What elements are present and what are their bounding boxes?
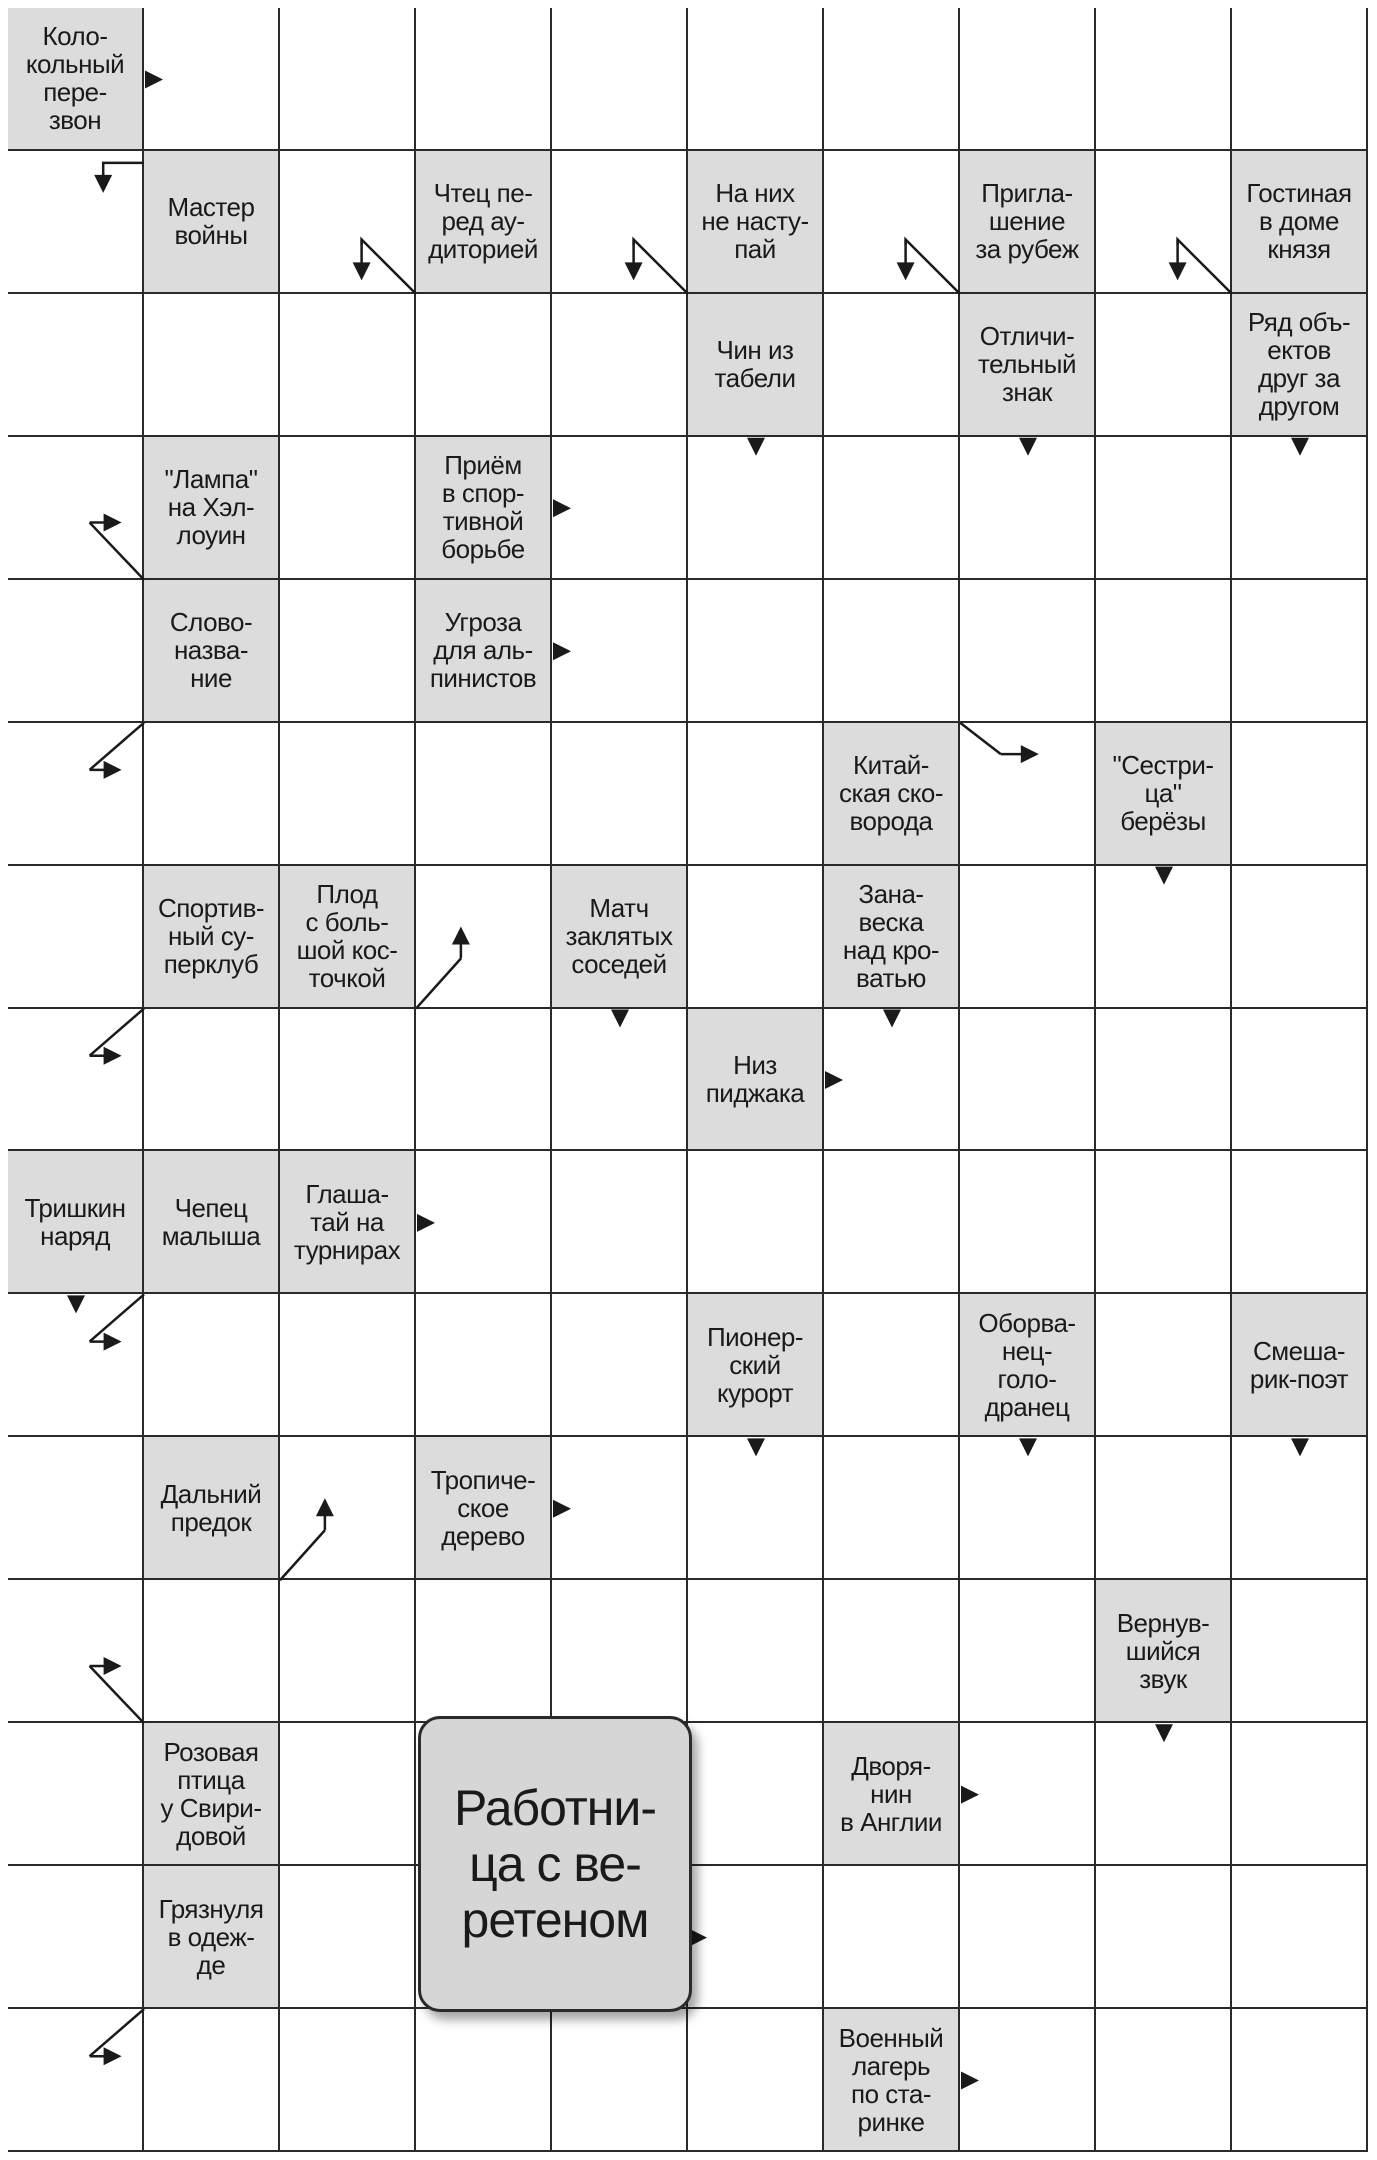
answer-cell[interactable] xyxy=(144,723,280,866)
clue-cell xyxy=(1096,1580,1232,1723)
puzzle-title-card xyxy=(418,1716,692,2012)
clue-text: Военный лагерь по ста- ринке xyxy=(838,2022,944,2137)
clue-cell xyxy=(824,1723,960,1866)
answer-cell[interactable] xyxy=(8,1437,144,1580)
answer-cell[interactable] xyxy=(960,866,1096,1009)
clue-text: Глаша- тай на турнирах xyxy=(293,1178,401,1265)
answer-cell[interactable] xyxy=(552,723,688,866)
answer-cell[interactable] xyxy=(824,8,960,151)
clue-text: Китай- ская ско- ворода xyxy=(839,750,943,837)
answer-cell[interactable] xyxy=(280,437,416,580)
answer-cell[interactable] xyxy=(8,580,144,723)
answer-cell[interactable] xyxy=(8,151,144,294)
clue-text: Вернув- шийся звук xyxy=(1116,1607,1210,1694)
clue-cell xyxy=(144,866,280,1009)
answer-cell[interactable] xyxy=(960,2009,1096,2152)
answer-cell[interactable] xyxy=(416,723,552,866)
answer-cell[interactable] xyxy=(688,8,824,151)
answer-cell[interactable] xyxy=(960,1866,1096,2009)
answer-cell[interactable] xyxy=(280,1437,416,1580)
answer-cell[interactable] xyxy=(824,1580,960,1723)
answer-cell[interactable] xyxy=(280,8,416,151)
clue-text: Дальний предок xyxy=(160,1478,262,1537)
clue-text: Розовая птица у Свири- довой xyxy=(160,1736,262,1851)
clue-cell xyxy=(824,723,960,866)
clue-text: Пригла- шение за рубеж xyxy=(975,178,1079,265)
answer-cell[interactable] xyxy=(416,294,552,437)
clue-text: Отличи- тельный знак xyxy=(978,321,1076,408)
answer-cell[interactable] xyxy=(960,1151,1096,1294)
answer-cell[interactable] xyxy=(688,866,824,1009)
clue-cell xyxy=(144,1723,280,1866)
answer-cell[interactable] xyxy=(1096,2009,1232,2152)
answer-cell[interactable] xyxy=(8,294,144,437)
answer-cell[interactable] xyxy=(1232,2009,1368,2152)
answer-cell[interactable] xyxy=(280,723,416,866)
answer-cell[interactable] xyxy=(824,580,960,723)
answer-cell[interactable] xyxy=(416,1580,552,1723)
clue-text: Плод с боль- шой кос- точкой xyxy=(296,879,398,994)
answer-cell[interactable] xyxy=(824,1437,960,1580)
answer-cell[interactable] xyxy=(8,866,144,1009)
answer-cell[interactable] xyxy=(1232,1580,1368,1723)
answer-cell[interactable] xyxy=(960,1437,1096,1580)
answer-cell[interactable] xyxy=(688,1580,824,1723)
answer-cell[interactable] xyxy=(824,1866,960,2009)
answer-cell[interactable] xyxy=(552,8,688,151)
clue-cell xyxy=(416,151,552,294)
clue-text: Чин из табели xyxy=(714,335,796,394)
clue-text: Чепец малыша xyxy=(161,1192,261,1251)
answer-cell[interactable] xyxy=(1232,866,1368,1009)
answer-cell[interactable] xyxy=(688,580,824,723)
clue-text: Коло- кольный пере- звон xyxy=(25,21,125,136)
answer-cell[interactable] xyxy=(824,1151,960,1294)
answer-cell[interactable] xyxy=(8,437,144,580)
answer-cell[interactable] xyxy=(1232,1151,1368,1294)
answer-cell[interactable] xyxy=(280,1723,416,1866)
clue-text: "Сестри- ца" берёзы xyxy=(1112,750,1214,837)
answer-cell[interactable] xyxy=(552,437,688,580)
answer-cell[interactable] xyxy=(280,294,416,437)
clue-text: Ряд объ- ектов друг за другом xyxy=(1247,307,1351,422)
clue-cell xyxy=(1096,723,1232,866)
clue-cell xyxy=(144,437,280,580)
answer-cell[interactable] xyxy=(552,1294,688,1437)
answer-cell[interactable] xyxy=(960,8,1096,151)
clue-text: Чтец пе- ред ау- диторией xyxy=(428,178,538,265)
clue-text: Гостиная в доме князя xyxy=(1246,178,1352,265)
answer-cell[interactable] xyxy=(1096,1723,1232,1866)
answer-cell[interactable] xyxy=(824,437,960,580)
answer-cell[interactable] xyxy=(1096,151,1232,294)
clue-text: Мастер войны xyxy=(167,192,255,251)
clue-cell xyxy=(144,580,280,723)
answer-cell[interactable] xyxy=(144,8,280,151)
clue-text: Смеша- рик-поэт xyxy=(1249,1335,1349,1394)
answer-cell[interactable] xyxy=(144,1009,280,1152)
answer-cell[interactable] xyxy=(688,1151,824,1294)
answer-cell[interactable] xyxy=(416,8,552,151)
answer-cell[interactable] xyxy=(1232,580,1368,723)
clue-text: Спортив- ный су- перклуб xyxy=(157,893,265,980)
clue-cell xyxy=(280,1151,416,1294)
clue-cell xyxy=(552,866,688,1009)
answer-cell[interactable] xyxy=(1096,294,1232,437)
answer-cell[interactable] xyxy=(552,1151,688,1294)
answer-cell[interactable] xyxy=(824,294,960,437)
clue-cell xyxy=(416,580,552,723)
answer-cell[interactable] xyxy=(552,1437,688,1580)
clue-cell xyxy=(960,1294,1096,1437)
clue-cell xyxy=(144,1866,280,2009)
clue-cell xyxy=(824,2009,960,2152)
answer-cell[interactable] xyxy=(552,1580,688,1723)
answer-cell[interactable] xyxy=(8,1580,144,1723)
answer-cell[interactable] xyxy=(1096,1866,1232,2009)
answer-cell[interactable] xyxy=(144,1294,280,1437)
clue-cell xyxy=(416,1437,552,1580)
answer-cell[interactable] xyxy=(8,2009,144,2152)
answer-cell[interactable] xyxy=(144,1580,280,1723)
clue-text: Слово- назва- ние xyxy=(169,607,253,694)
answer-cell[interactable] xyxy=(824,1009,960,1152)
answer-cell[interactable] xyxy=(8,723,144,866)
answer-cell[interactable] xyxy=(960,580,1096,723)
answer-cell[interactable] xyxy=(688,1437,824,1580)
clue-cell xyxy=(688,1009,824,1152)
clue-cell xyxy=(1232,151,1368,294)
clue-text: Приём в спор- тивной борьбе xyxy=(441,450,525,565)
clue-text: Зана- веска над кро- ватью xyxy=(842,879,940,994)
answer-cell[interactable] xyxy=(688,1866,824,2009)
clue-text: Грязнуля в одеж- де xyxy=(158,1893,264,1980)
answer-cell[interactable] xyxy=(1232,723,1368,866)
clue-cell xyxy=(144,151,280,294)
answer-cell[interactable] xyxy=(960,1723,1096,1866)
answer-cell[interactable] xyxy=(416,1294,552,1437)
answer-cell[interactable] xyxy=(1232,1866,1368,2009)
answer-cell[interactable] xyxy=(688,2009,824,2152)
answer-cell[interactable] xyxy=(416,1009,552,1152)
clue-cell xyxy=(416,437,552,580)
clue-text: Тропиче- ское дерево xyxy=(430,1464,536,1551)
answer-cell[interactable] xyxy=(1096,1437,1232,1580)
puzzle-title: Работни- ца с ве- ретеном xyxy=(454,1780,656,1948)
answer-cell[interactable] xyxy=(1096,1294,1232,1437)
clue-text: Тришкин наряд xyxy=(24,1192,126,1251)
answer-cell[interactable] xyxy=(1232,437,1368,580)
answer-cell[interactable] xyxy=(416,2009,552,2152)
answer-cell[interactable] xyxy=(960,1009,1096,1152)
answer-cell[interactable] xyxy=(1232,1723,1368,1866)
answer-cell[interactable] xyxy=(960,437,1096,580)
answer-cell[interactable] xyxy=(144,2009,280,2152)
answer-cell[interactable] xyxy=(280,580,416,723)
answer-cell[interactable] xyxy=(1096,1009,1232,1152)
answer-cell[interactable] xyxy=(280,1866,416,2009)
answer-cell[interactable] xyxy=(8,1723,144,1866)
answer-cell[interactable] xyxy=(552,151,688,294)
answer-cell[interactable] xyxy=(1096,8,1232,151)
clue-text: Оборва- нец- голо- дранец xyxy=(978,1307,1076,1422)
answer-cell[interactable] xyxy=(1232,1437,1368,1580)
clue-cell xyxy=(824,866,960,1009)
clue-cell xyxy=(688,1294,824,1437)
clue-cell xyxy=(1232,294,1368,437)
answer-cell[interactable] xyxy=(552,2009,688,2152)
answer-cell[interactable] xyxy=(8,1294,144,1437)
answer-cell[interactable] xyxy=(1096,866,1232,1009)
answer-cell[interactable] xyxy=(280,1294,416,1437)
answer-cell[interactable] xyxy=(824,151,960,294)
answer-cell[interactable] xyxy=(1096,437,1232,580)
clue-text: Пионер- ский курорт xyxy=(706,1321,804,1408)
answer-cell[interactable] xyxy=(960,1580,1096,1723)
answer-cell[interactable] xyxy=(688,437,824,580)
answer-cell[interactable] xyxy=(1232,8,1368,151)
clue-text: Матч заклятых соседей xyxy=(565,893,673,980)
clue-cell xyxy=(688,294,824,437)
answer-cell[interactable] xyxy=(280,2009,416,2152)
answer-cell[interactable] xyxy=(144,294,280,437)
answer-cell[interactable] xyxy=(552,580,688,723)
answer-cell[interactable] xyxy=(552,294,688,437)
answer-cell[interactable] xyxy=(1096,580,1232,723)
clue-cell xyxy=(8,8,144,151)
clue-cell xyxy=(960,294,1096,437)
answer-cell[interactable] xyxy=(1232,1009,1368,1152)
answer-cell[interactable] xyxy=(280,1009,416,1152)
clue-cell xyxy=(144,1437,280,1580)
clue-text: Угроза для аль- пинистов xyxy=(429,607,537,694)
clue-text: Низ пиджака xyxy=(705,1049,805,1108)
clue-cell xyxy=(960,151,1096,294)
answer-cell[interactable] xyxy=(416,1151,552,1294)
answer-cell[interactable] xyxy=(280,151,416,294)
answer-cell[interactable] xyxy=(1096,1151,1232,1294)
answer-cell[interactable] xyxy=(416,866,552,1009)
answer-cell[interactable] xyxy=(960,723,1096,866)
clue-cell xyxy=(144,1151,280,1294)
clue-text: Дворя- нин в Англии xyxy=(840,1750,942,1837)
answer-cell[interactable] xyxy=(8,1009,144,1152)
clue-cell xyxy=(1232,1294,1368,1437)
answer-cell[interactable] xyxy=(552,1009,688,1152)
clue-cell xyxy=(8,1151,144,1294)
clue-cell xyxy=(688,151,824,294)
answer-cell[interactable] xyxy=(688,723,824,866)
answer-cell[interactable] xyxy=(280,1580,416,1723)
answer-cell[interactable] xyxy=(688,1723,824,1866)
answer-cell[interactable] xyxy=(8,1866,144,2009)
clue-text: На них не насту- пай xyxy=(701,178,809,265)
clue-text: "Лампа" на Хэл- лоуин xyxy=(164,464,258,551)
answer-cell[interactable] xyxy=(824,1294,960,1437)
clue-cell xyxy=(280,866,416,1009)
